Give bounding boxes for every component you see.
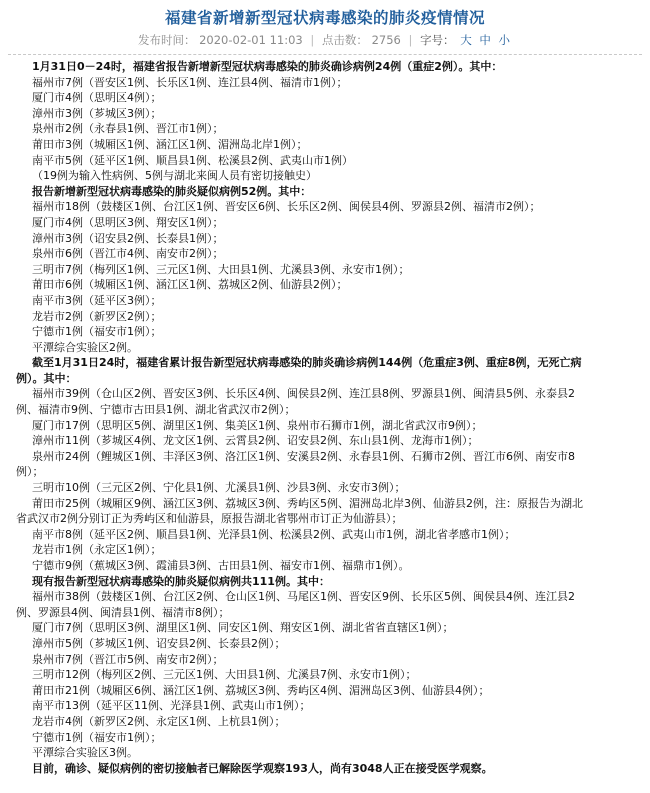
article-title: 福建省新增新型冠状病毒感染的肺炎疫情情况 — [164, 9, 485, 27]
article-line: 莆田市6例（城厢区1例、涵江区1例、荔城区2例、仙游县2例）； — [32, 278, 348, 292]
article-line: 厦门市4例（思明区3例、翔安区1例）； — [32, 215, 224, 229]
article-line: 漳州市3例（芗城区3例）； — [32, 106, 162, 120]
article-line: 三明市10例（三元区2例、宁化县1例、尤溪县1例、沙县3例、永安市3例）； — [32, 481, 406, 495]
article-line: 三明市7例（梅列区1例、三元区1例、大田县1例、尤溪县3例、永安市1例）； — [32, 262, 410, 276]
article-line: 泉州市6例（晋江市4例、南安市2例）； — [32, 247, 224, 261]
article-line: 三明市12例（梅列区2例、三元区1例、大田县1例、尤溪县7例、永安市1例）； — [32, 668, 417, 682]
clicks-count: 2756 — [371, 33, 401, 47]
article-line: 莆田市21例（城厢区6例、涵江区1例、荔城区3例、秀屿区4例、湄洲岛区3例、仙游县4例）； — [32, 683, 490, 697]
article-line: 厦门市7例（思明区3例、湖里区1例、同安区1例、翔安区1例、湖北省省直辖区1例）； — [32, 621, 454, 635]
meta-divider: | — [408, 33, 413, 47]
article-line: 平潭综合实验区2例。 — [32, 340, 138, 354]
article-line: 福州市18例（鼓楼区1例、台江区1例、晋安区6例、长乐区2例、闽侯县4例、罗源县2例、福清市2例）； — [32, 200, 541, 214]
article-line: 厦门市4例（思明区4例）； — [32, 91, 162, 105]
font-size-label: 字号： — [420, 33, 455, 47]
article-line: 宁德市9例（蕉城区3例、霞浦县3例、古田县1例、福安市1例、福鼎市1例）。 — [32, 559, 410, 572]
article-line: 截至1月31日24时，福建省累计报告新型冠状病毒感染的肺炎确诊病例144例（危重症3例、重症8例，无死亡病 — [32, 356, 582, 370]
article-line: 莆田市3例（城厢区1例、涵江区1例、湄洲岛北岸1例）； — [32, 137, 308, 151]
article-line: 目前，确诊、疑似病例的密切接触者已解除医学观察193人，尚有3048人正在接受医学观察。 — [32, 761, 493, 775]
article-line: 报告新增新型冠状病毒感染的肺炎疑似病例52例。其中： — [32, 184, 312, 198]
article-line: 龙岩市4例（新罗区2例、永定区1例、上杭县1例）； — [32, 714, 286, 728]
article-line: 宁德市1例（福安市1例）； — [32, 325, 162, 339]
article-line: 例、罗源县4例、闽清县1例、福清市8例）； — [16, 605, 230, 619]
divider — [8, 54, 642, 55]
article-line: 南平市8例（延平区2例、顺昌县1例、光泽县1例、松溪县2例、武夷山市1例，湖北省孝感市1例）； — [32, 527, 516, 541]
article-line: 泉州市2例（永春县1例、晋江市1例）； — [32, 122, 224, 136]
article-line: 福州市38例（鼓楼区1例、台江区2例、仓山区1例、马尾区1例、晋安区9例、长乐区5例、闽侯县4例、连江县2 — [32, 590, 575, 604]
article-line: 泉州市7例（晋江市5例、南安市2例）； — [32, 652, 224, 666]
font-size-medium-button[interactable]: 中 — [479, 33, 491, 47]
article-body — [8, 59, 642, 776]
article-line: 泉州市24例（鲤城区1例、丰泽区3例、洛江区1例、安溪县2例、永春县1例、石狮市2例、晋江市6例、南安市8 — [32, 449, 575, 463]
article-line: 福州市39例（仓山区2例、晋安区3例、长乐区4例、闽侯县2例、连江县8例、罗源县1例、闽清县5例、永泰县2 — [32, 387, 575, 401]
article-line: 现有报告新型冠状病毒感染的肺炎疑似病例共111例。其中： — [32, 574, 330, 588]
article-line: 厦门市17例（思明区5例、湖里区1例、集美区1例、泉州市石狮市1例，湖北省武汉市9例）； — [32, 418, 483, 432]
article-line: 漳州市11例（芗城区4例、龙文区1例、云霄县2例、诏安县2例、东山县1例、龙海市1例）； — [32, 434, 479, 448]
article-line: 莆田市25例（城厢区9例、涵江区3例、荔城区3例、秀屿区5例、湄洲岛北岸3例、仙游县2例，注：原报告为湖北 — [32, 496, 583, 510]
article-line: 福州市7例（晋安区1例、长乐区1例、连江县4例、福清市1例）； — [32, 75, 348, 89]
article-line: 南平市3例（延平区3例）； — [32, 293, 162, 307]
font-size-large-button[interactable]: 大 — [460, 33, 472, 47]
article-line: （19例为输入性病例、5例与湖北来闽人员有密切接触史） — [32, 169, 317, 183]
article-line: 平潭综合实验区3例。 — [32, 746, 138, 760]
article-line: 例、福清市9例、宁德市古田县1例、湖北省武汉市2例）； — [16, 403, 296, 417]
article-line: 省武汉市2例分别订正为秀屿区和仙游县，原报告湖北省鄂州市订正为仙游县）； — [16, 512, 403, 526]
article-line: 漳州市3例（诏安县2例、长泰县1例）； — [32, 231, 224, 245]
article-meta — [8, 30, 642, 50]
article-line: 龙岩市2例（新罗区2例）； — [32, 309, 162, 323]
article-line: 1月31日0－24时，福建省报告新增新型冠状病毒感染的肺炎确诊病例24例（重症2例）。其中： — [32, 60, 503, 73]
article-line: 龙岩市1例（永定区1例）； — [32, 543, 162, 557]
article-line: 漳州市5例（芗城区1例、诏安县2例、长泰县2例）； — [32, 636, 286, 650]
font-size-small-button[interactable]: 小 — [498, 33, 511, 47]
clicks-label: 点击数： — [321, 33, 368, 47]
article-line: 宁德市1例（福安市1例）； — [32, 730, 162, 744]
article-line: 南平市13例（延平区11例、光泽县1例、武夷山市1例）； — [32, 699, 311, 713]
article-line: 例）。其中： — [16, 371, 77, 385]
article-line: 例）； — [16, 465, 44, 479]
publish-label: 发布时间： — [137, 33, 196, 47]
publish-time: 2020-02-01 11:03 — [199, 33, 303, 47]
meta-divider: | — [310, 33, 315, 47]
article-line: 南平市5例（延平区1例、顺昌县1例、松溪县2例、武夷山市1例） — [32, 153, 353, 167]
